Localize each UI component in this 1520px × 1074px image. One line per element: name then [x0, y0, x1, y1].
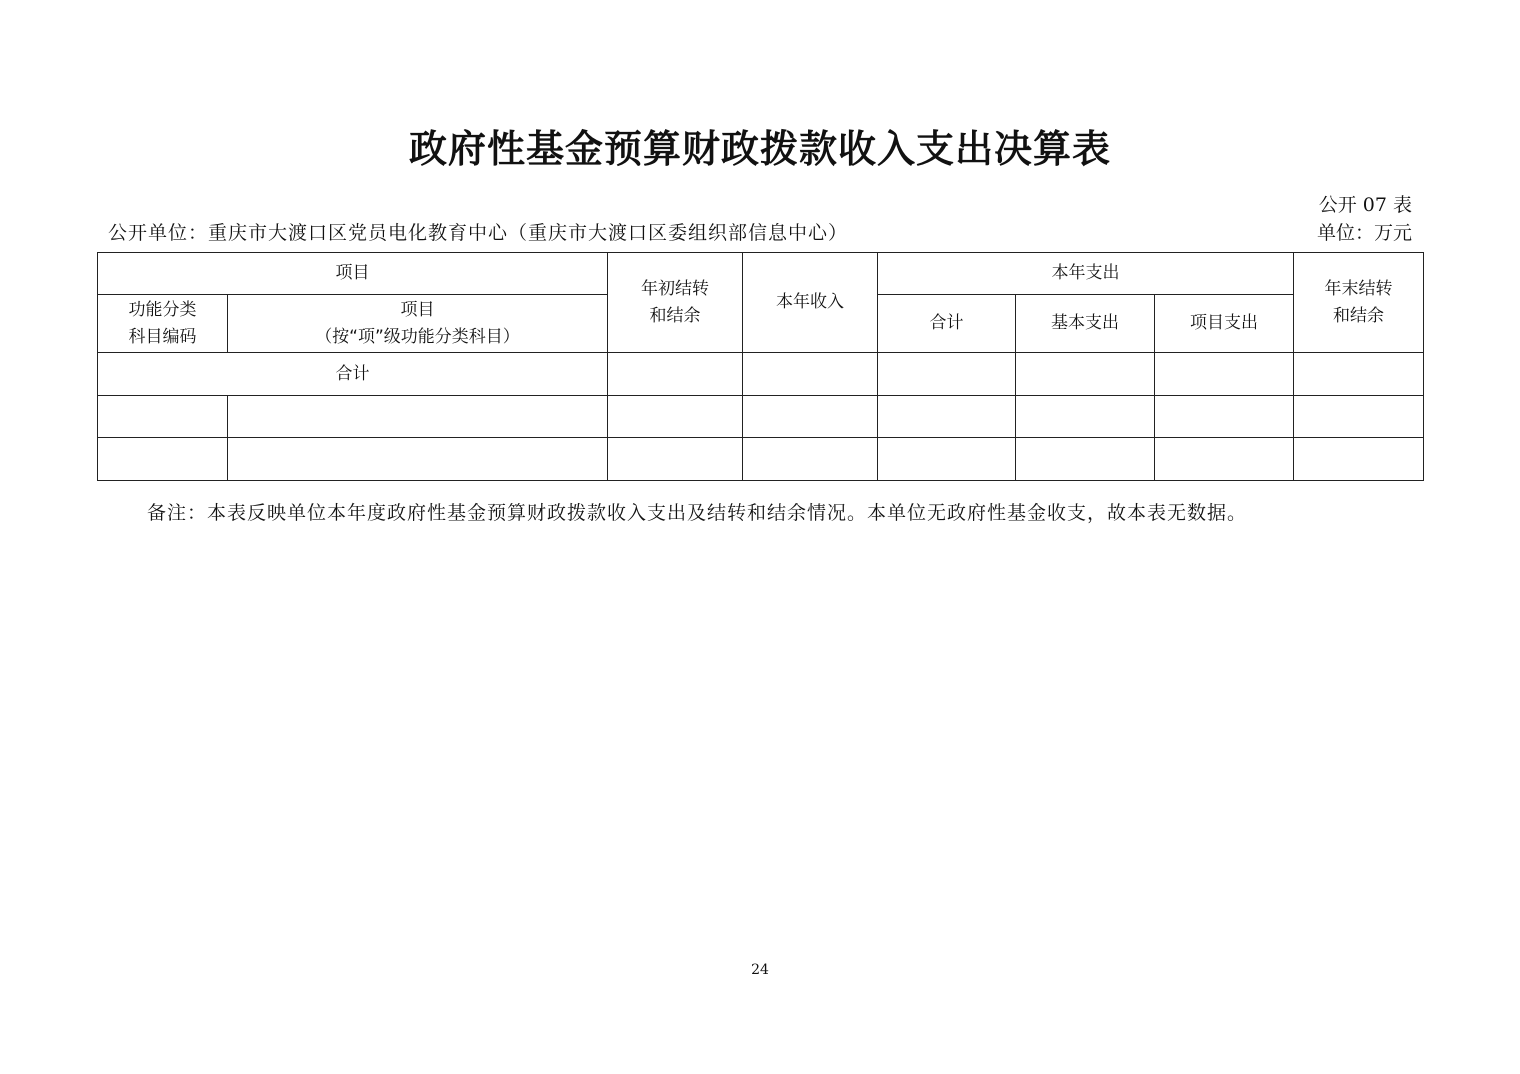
- header-income: 本年收入: [743, 253, 878, 353]
- row-code: [98, 438, 228, 481]
- row-exp-total: [878, 438, 1016, 481]
- header-opening-line1: 年初结转: [641, 278, 709, 299]
- header-code-line1: 功能分类: [128, 299, 197, 320]
- row-item: [228, 438, 608, 481]
- table-note: 备注：本表反映单位本年度政府性基金预算财政拨款收入支出及结转和结余情况。本单位无政府性基金收支，故本表无数据。: [147, 502, 1248, 524]
- total-row: [98, 353, 1424, 396]
- total-exp-project: [1155, 353, 1294, 396]
- page-number: 24: [751, 962, 769, 978]
- total-exp-total: [878, 353, 1016, 396]
- total-closing: [1294, 353, 1424, 396]
- table-number: 公开 07 表: [1318, 194, 1412, 216]
- total-exp-basic: [1016, 353, 1155, 396]
- header-closing-balance: [1294, 253, 1424, 353]
- row-exp-basic: [1016, 396, 1155, 438]
- row-income: [743, 396, 878, 438]
- reporting-unit: 公开单位：重庆市大渡口区党员电化教育中心（重庆市大渡口区委组织部信息中心）: [108, 222, 849, 244]
- budget-table: [97, 252, 1424, 481]
- total-label: 合计: [98, 353, 608, 396]
- header-item: [228, 295, 608, 353]
- row-exp-basic: [1016, 438, 1155, 481]
- header-closing-line2: 和结余: [1333, 305, 1384, 326]
- document-title: 政府性基金预算财政拨款收入支出决算表: [408, 127, 1111, 171]
- total-income: [743, 353, 878, 396]
- header-exp-basic: 基本支出: [1016, 295, 1155, 353]
- row-exp-project: [1155, 396, 1294, 438]
- header-code-line2: 科目编码: [128, 326, 197, 347]
- row-income: [743, 438, 878, 481]
- row-code: [98, 396, 228, 438]
- header-item-line2: （按“项”级功能分类科目）: [315, 326, 520, 347]
- header-closing-line1: 年末结转: [1324, 278, 1393, 299]
- header-opening-line2: 和结余: [649, 305, 701, 326]
- header-expenditure: 本年支出: [878, 253, 1294, 295]
- row-exp-project: [1155, 438, 1294, 481]
- currency-unit: 单位：万元: [1316, 222, 1412, 244]
- table-row: [98, 396, 1424, 438]
- row-item: [228, 396, 608, 438]
- row-opening: [608, 438, 743, 481]
- header-function-code: [98, 295, 228, 353]
- row-opening: [608, 396, 743, 438]
- header-item-line1: 项目: [400, 299, 435, 320]
- row-closing: [1294, 438, 1424, 481]
- total-opening: [608, 353, 743, 396]
- header-project: 项目: [98, 253, 608, 295]
- row-exp-total: [878, 396, 1016, 438]
- header-row-1: [98, 253, 1424, 295]
- header-opening-balance: [608, 253, 743, 353]
- row-closing: [1294, 396, 1424, 438]
- header-exp-project: 项目支出: [1155, 295, 1294, 353]
- header-exp-total: 合计: [878, 295, 1016, 353]
- table-row: [98, 438, 1424, 481]
